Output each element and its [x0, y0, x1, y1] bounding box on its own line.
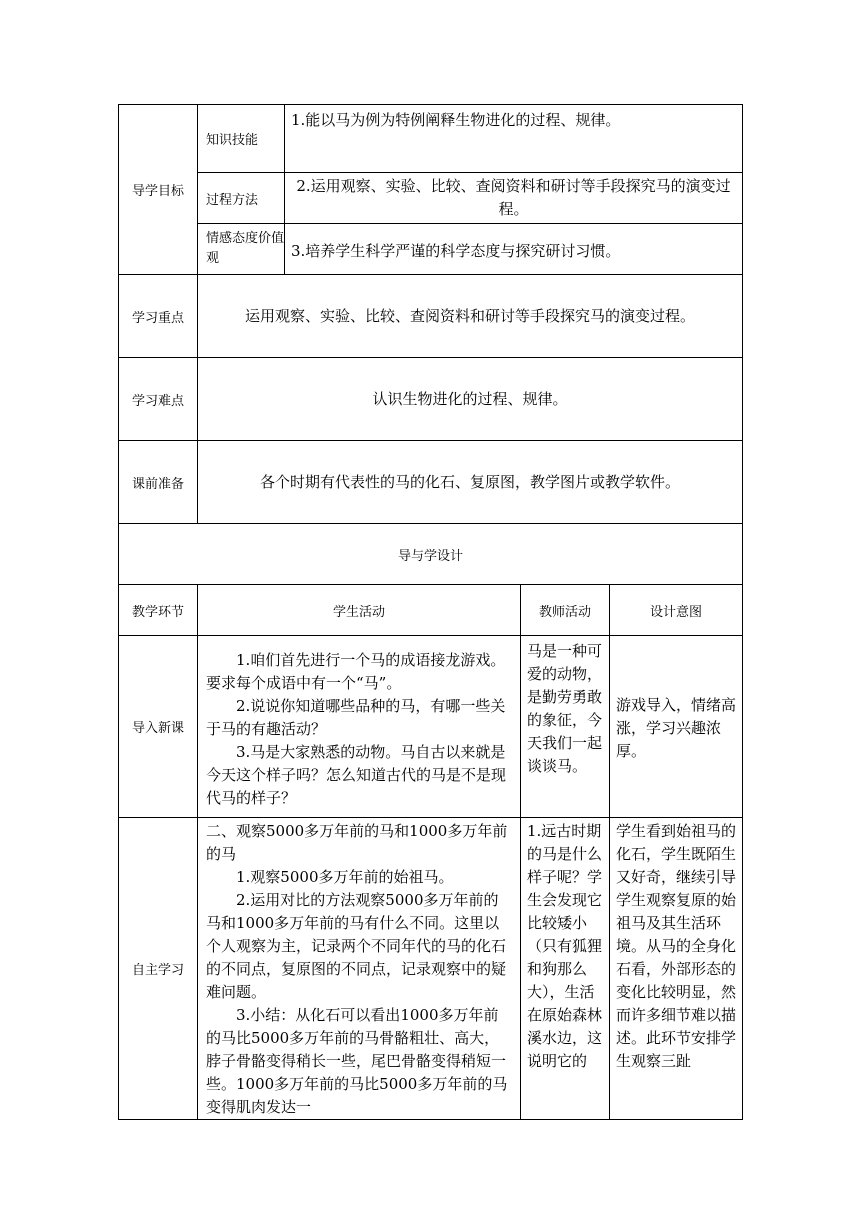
student-activity-intro-item: 3.马是大家熟悉的动物。马自古以来就是今天这个样子吗？怎么知道古代的马是不是现代马的样子？ — [206, 743, 507, 807]
objective-text-attitude: 3.培养学生科学严谨的科学态度与探究研讨习惯。 — [285, 224, 743, 275]
phase-self-study: 自主学习 — [119, 818, 198, 1120]
objective-row-attitude — [119, 224, 743, 275]
key-point-label: 学习重点 — [119, 275, 198, 358]
objectives-label: 导学目标 — [119, 105, 198, 275]
objective-label-process: 过程方法 — [198, 173, 285, 224]
difficulty-label: 学习难点 — [119, 358, 198, 441]
student-activity-intro — [198, 636, 521, 818]
objective-label-attitude: 情感态度价值观 — [198, 224, 285, 275]
student-activity-heading: 二、观察5000多万年前的马和1000多万年前的马 — [206, 822, 508, 863]
objective-text-process: 2.运用观察、实验、比较、查阅资料和研讨等手段探究马的演变过程。 — [285, 173, 743, 224]
student-activity-self-study-item: 2.运用对比的方法观察5000多万年前的马和1000多万年前的马有什么不同。这里以个人观察为主，记录两个不同年代的马的化石的不同点，复原图的不同点，记录观察中的疑难问题。 — [206, 891, 507, 1001]
key-point-row — [119, 275, 743, 358]
design-intent-self-study: 学生看到始祖马的化石，学生既陌生又好奇，继续引导学生观察复原的始祖马及其生活环境。从马的全身化石看，外部形态的变化比较明显，然而许多细节难以描述。此环节安排学生观察三趾 — [610, 818, 743, 1120]
column-header-teacher: 教师活动 — [521, 585, 610, 636]
phase-intro: 导入新课 — [119, 636, 198, 818]
design-title-row — [119, 524, 743, 585]
column-header-row — [119, 585, 743, 636]
table-row-intro — [119, 636, 743, 818]
key-point-text: 运用观察、实验、比较、查阅资料和研讨等手段探究马的演变过程。 — [198, 275, 743, 358]
teacher-activity-self-study: 1.远古时期的马是什么样子呢？学生会发现它比较矮小（只有狐狸和狗那么大），生活在原始森林溪水边，这说明它的 — [521, 818, 610, 1120]
student-activity-intro-item: 1.咱们首先进行一个马的成语接龙游戏。要求每个成语中有一个“马”。 — [206, 651, 506, 692]
objective-label-knowledge: 知识技能 — [198, 105, 285, 173]
table-row-self-study — [119, 818, 743, 1120]
student-activity-intro-item: 2.说说你知道哪些品种的马，有哪一些关于马的有趣活动？ — [206, 697, 506, 738]
teacher-activity-intro: 马是一种可爱的动物，是勤劳勇敢的象征，今天我们一起谈谈马。 — [521, 636, 610, 818]
student-activity-self-study-item: 3.小结：从化石可以看出1000多万年前的马比5000多万年前的马骨骼粗壮、高大，脖子骨骼变得稍长一些，尾巴骨骼变得稍短一些。1000多万年前的马比5000多万年前的马变得肌肉发达一 — [206, 1006, 508, 1116]
preparation-row — [119, 441, 743, 524]
preparation-label: 课前准备 — [119, 441, 198, 524]
student-activity-self-study — [198, 818, 521, 1120]
objective-row-process — [119, 173, 743, 224]
lesson-plan-table — [118, 104, 743, 1120]
difficulty-text: 认识生物进化的过程、规律。 — [198, 358, 743, 441]
design-title: 导与学设计 — [119, 524, 743, 585]
difficulty-row — [119, 358, 743, 441]
preparation-text: 各个时期有代表性的马的化石、复原图，教学图片或教学软件。 — [198, 441, 743, 524]
column-header-phase: 教学环节 — [119, 585, 198, 636]
design-intent-intro: 游戏导入，情绪高涨，学习兴趣浓厚。 — [610, 636, 743, 818]
column-header-intent: 设计意图 — [610, 585, 743, 636]
objective-text-knowledge: 1.能以马为例为特例阐释生物进化的过程、规律。 — [285, 105, 743, 173]
column-header-student: 学生活动 — [198, 585, 521, 636]
objective-row-knowledge — [119, 105, 743, 173]
student-activity-self-study-item: 1.观察5000多万年前的始祖马。 — [236, 868, 454, 886]
